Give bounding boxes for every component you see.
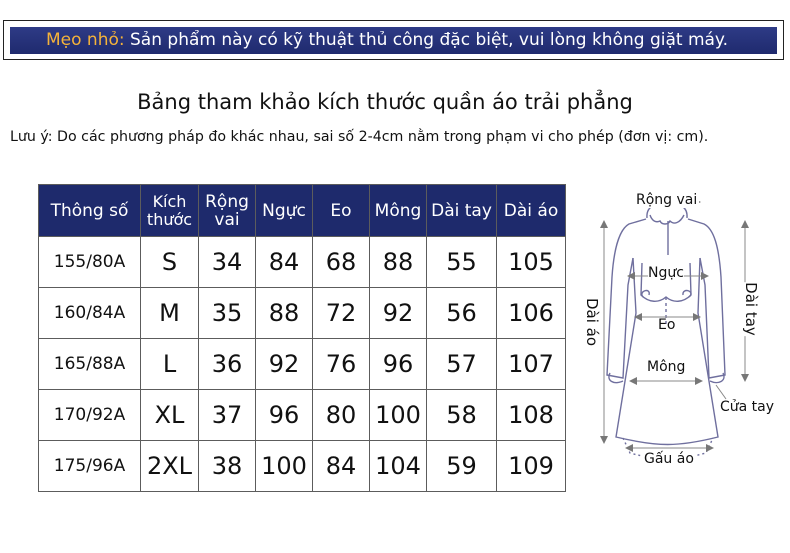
cell-size: L [141, 339, 199, 390]
cell-hip: 100 [370, 390, 427, 441]
cell-spec: 160/84A [39, 288, 141, 339]
header-waist: Eo [313, 185, 370, 237]
header-hip: Mông [370, 185, 427, 237]
page-title: Bảng tham khảo kích thước quần áo trải phẳng [137, 90, 633, 114]
cell-sleeve: 58 [427, 390, 497, 441]
header-sleeve: Dài tay [427, 185, 497, 237]
table-row [39, 390, 566, 441]
cell-spec: 165/88A [39, 339, 141, 390]
cell-hip: 92 [370, 288, 427, 339]
table-header-row [39, 185, 566, 237]
label-chest: Ngực [648, 265, 684, 281]
header-shoulder-line2: vai [214, 209, 240, 230]
header-length: Dài áo [497, 185, 566, 237]
header-shoulder-line1: Rộng [205, 191, 249, 212]
label-shoulder: Rộng vai [636, 192, 698, 208]
cell-length: 105 [497, 237, 566, 288]
table-row [39, 441, 566, 492]
cell-shoulder: 36 [199, 339, 256, 390]
size-table [38, 184, 566, 492]
garment-diagram [580, 185, 790, 475]
label-waist: Eo [658, 317, 676, 333]
table-row [39, 288, 566, 339]
cell-spec: 170/92A [39, 390, 141, 441]
label-length: Dài áo [583, 297, 602, 347]
header-size-line2: thước [146, 209, 193, 229]
cell-chest: 88 [256, 288, 313, 339]
cell-spec: 175/96A [39, 441, 141, 492]
tip-banner-inner [10, 27, 777, 54]
tip-banner [3, 20, 784, 60]
table-row [39, 237, 566, 288]
cell-hip: 88 [370, 237, 427, 288]
cell-size: M [141, 288, 199, 339]
cell-sleeve: 57 [427, 339, 497, 390]
cell-size: 2XL [141, 441, 199, 492]
cell-chest: 92 [256, 339, 313, 390]
cell-shoulder: 37 [199, 390, 256, 441]
cell-hip: 96 [370, 339, 427, 390]
header-chest: Ngực [256, 185, 313, 237]
header-size [141, 185, 199, 237]
cell-sleeve: 55 [427, 237, 497, 288]
cell-waist: 84 [313, 441, 370, 492]
cell-chest: 96 [256, 390, 313, 441]
cell-length: 107 [497, 339, 566, 390]
label-hip: Mông [647, 359, 686, 375]
table-row [39, 339, 566, 390]
label-hem: Gấu áo [644, 451, 694, 467]
header-spec: Thông số [39, 185, 141, 237]
tip-text: Sản phẩm này có kỹ thuật thủ công đặc biệt, vui lòng không giặt máy. [130, 30, 728, 50]
cell-chest: 100 [256, 441, 313, 492]
cell-waist: 80 [313, 390, 370, 441]
cell-size: XL [141, 390, 199, 441]
cell-chest: 84 [256, 237, 313, 288]
label-cuff: Cửa tay [720, 399, 775, 415]
cell-hip: 104 [370, 441, 427, 492]
cell-shoulder: 34 [199, 237, 256, 288]
cell-waist: 68 [313, 237, 370, 288]
header-shoulder [199, 185, 256, 237]
cell-length: 108 [497, 390, 566, 441]
cell-length: 106 [497, 288, 566, 339]
cell-shoulder: 38 [199, 441, 256, 492]
cell-length: 109 [497, 441, 566, 492]
cell-size: S [141, 237, 199, 288]
cell-waist: 72 [313, 288, 370, 339]
cell-shoulder: 35 [199, 288, 256, 339]
label-sleeve: Dài tay [741, 282, 760, 336]
measurement-note: Lưu ý: Do các phương pháp đo khác nhau, sai số 2-4cm nằm trong phạm vi cho phép (đơn vị: cm). [10, 129, 709, 145]
tip-label: Mẹo nhỏ: [46, 30, 125, 50]
cell-sleeve: 56 [427, 288, 497, 339]
cell-sleeve: 59 [427, 441, 497, 492]
header-size-line1: Kích [152, 191, 187, 211]
cell-waist: 76 [313, 339, 370, 390]
cell-spec: 155/80A [39, 237, 141, 288]
